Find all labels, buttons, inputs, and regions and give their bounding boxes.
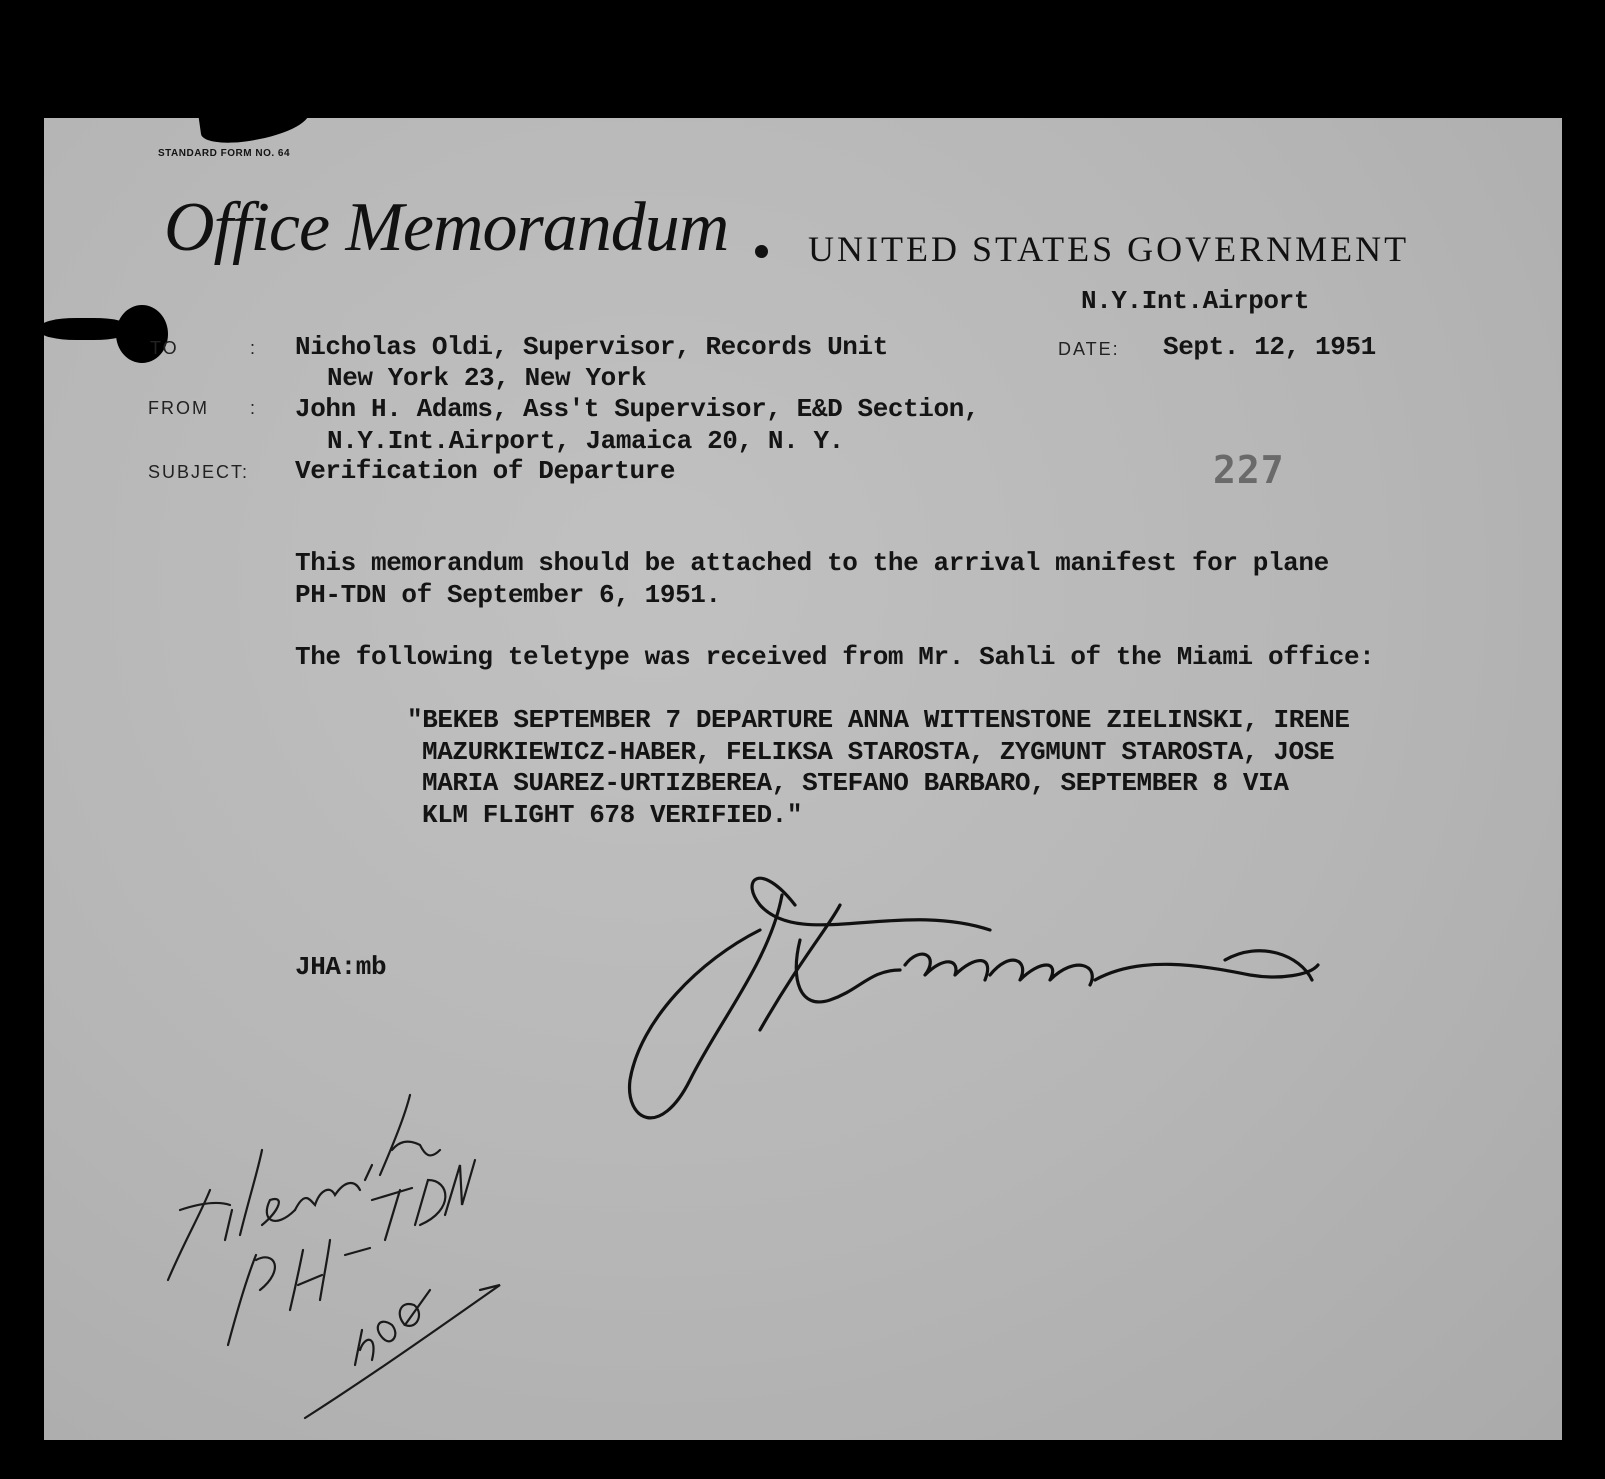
from-line-2: N.Y.Int.Airport, Jamaica 20, N. Y.: [327, 426, 844, 456]
teletype-quote-line-1: "BEKEB SEPTEMBER 7 DEPARTURE ANNA WITTENSTONE ZIELINSKI, IRENE: [407, 705, 1350, 735]
to-line-1: Nicholas Oldi, Supervisor, Records Unit: [295, 332, 888, 362]
teletype-quote-line-2: MAZURKIEWICZ-HABER, FELIKSA STAROSTA, ZYGMUNT STAROSTA, JOSE: [422, 737, 1335, 767]
paragraph-1-line-1: This memorandum should be attached to the arrival manifest for plane: [295, 548, 1329, 578]
agency-name: UNITED STATES GOVERNMENT: [808, 229, 1410, 269]
date-label: DATE:: [1058, 339, 1120, 359]
stamped-number: 227: [1213, 448, 1285, 492]
form-number: STANDARD FORM NO. 64: [158, 148, 291, 159]
from-colon: :: [250, 398, 258, 418]
to-label: TO: [150, 338, 179, 358]
memo-title: Office Memorandum: [164, 189, 729, 266]
typist-initials: JHA:mb: [295, 952, 387, 982]
from-line-1: John H. Adams, Ass't Supervisor, E&D Section,: [295, 394, 980, 424]
from-label: FROM: [148, 398, 209, 418]
subject-label: SUBJECT:: [148, 462, 250, 482]
paragraph-2: The following teletype was received from Mr. Sahli of the Miami office:: [295, 642, 1375, 672]
teletype-quote-line-3: MARIA SUAREZ-URTIZBEREA, STEFANO BARBARO, SEPTEMBER 8 VIA: [422, 768, 1289, 798]
subject-value: Verification of Departure: [295, 456, 676, 486]
to-colon: :: [250, 338, 258, 358]
signature: [630, 878, 1318, 1118]
to-line-2: New York 23, New York: [327, 363, 647, 393]
teletype-quote-line-4: KLM FLIGHT 678 VERIFIED.": [422, 800, 803, 830]
location: N.Y.Int.Airport: [1081, 286, 1310, 316]
handwritten-note: [168, 1095, 500, 1418]
date-value: Sept. 12, 1951: [1163, 332, 1376, 362]
paragraph-1-line-2: PH-TDN of September 6, 1951.: [295, 580, 721, 610]
